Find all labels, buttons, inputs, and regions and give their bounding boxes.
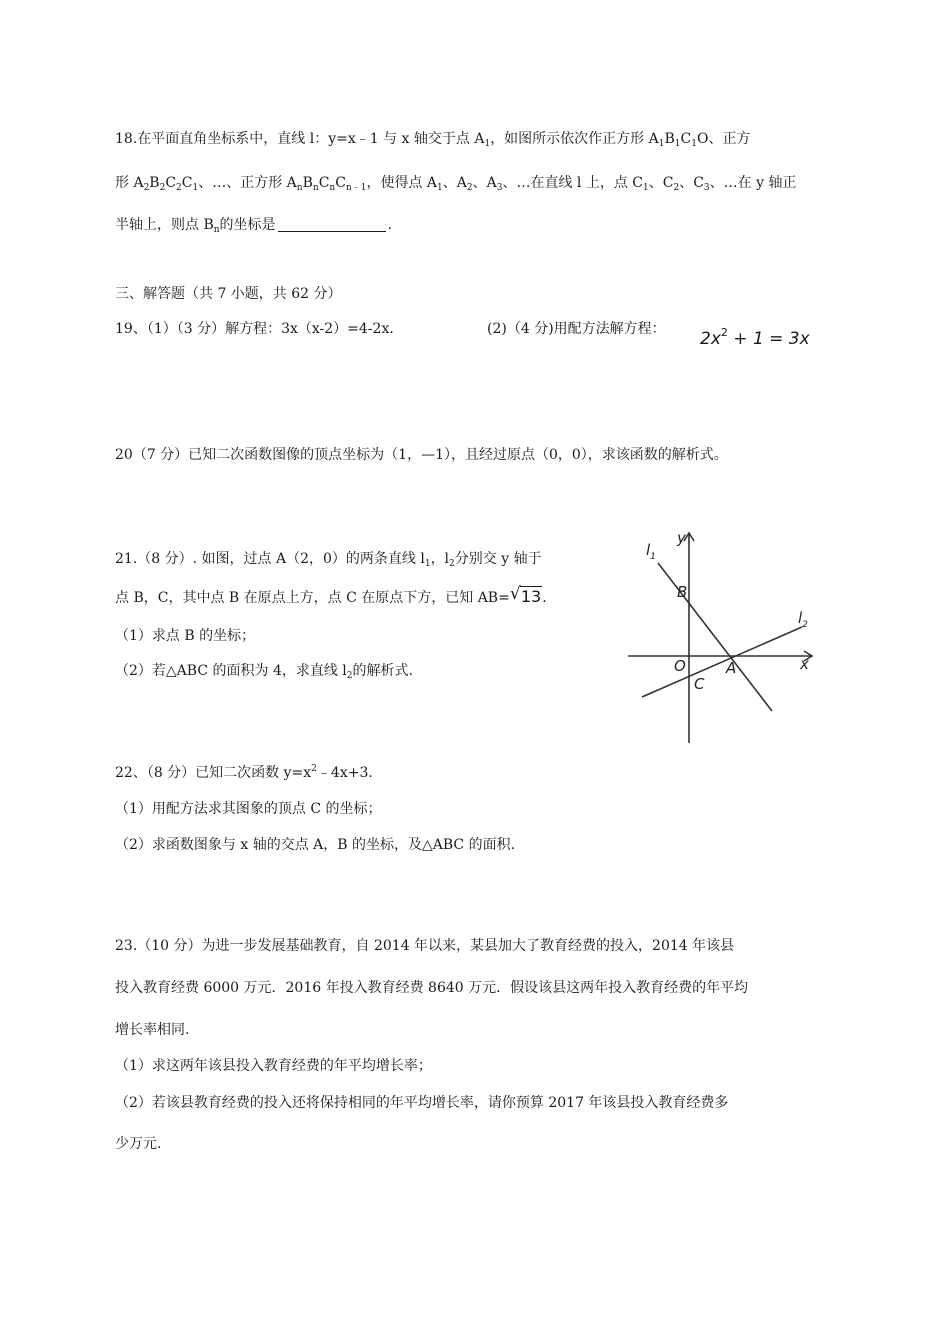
label-C: C <box>694 675 705 693</box>
label-x: x <box>800 655 809 673</box>
line-l2 <box>642 627 802 697</box>
answer-blank[interactable] <box>278 217 386 232</box>
q21-line2: 点 B，C，其中点 B 在原点上方，点 C 在原点下方，已知 AB= √ 13. <box>115 584 547 606</box>
q22-part2: （2）求函数图象与 x 轴的交点 A，B 的坐标，及△ABC 的面积. <box>115 837 516 853</box>
q23-part1: （1）求这两年该县投入教育经费的年平均增长率； <box>115 1058 432 1074</box>
section-heading: 三、解答题（共 7 小题，共 62 分） <box>115 286 342 302</box>
q19-part1: 19、（1）（3 分）解方程：3x（x-2）=4-2x. <box>115 321 394 337</box>
q20-text: 20（7 分）已知二次函数图像的顶点坐标为（1，—1），且经过原点（0，0），求该函数的解析式。 <box>115 447 728 463</box>
q23-part2: （2）若该县教育经费的投入还将保持相同的年平均增长率，请你预算 2017 年该县投入教育经费多 <box>115 1095 729 1111</box>
q18-line1: 18.在平面直角坐标系中，直线 l：y=x﹣1 与 x 轴交于点 $A_1$，如图所示依次作正方形 $A_1B_1C_1O$、正方 <box>115 131 751 149</box>
q21-part2: （2）若△ABC 的面积为 4，求直线 $l_2$的解析式. <box>115 663 413 681</box>
line-l1 <box>658 563 772 711</box>
label-B: B <box>677 583 688 601</box>
label-O: O <box>674 657 686 675</box>
q21-part1: （1）求点 B 的坐标； <box>115 628 256 644</box>
sqrt-expression: √ 13 <box>509 584 542 606</box>
label-l2: $l_2$ <box>798 609 808 630</box>
q23-part2-cont: 少万元. <box>115 1136 162 1152</box>
label-l1: $l_1$ <box>646 541 656 562</box>
q21-line1: 21.（8 分）. 如图，过点 A（2，0）的两条直线 $l_1$，$l_2$分别交 y 轴于 <box>115 551 542 569</box>
q22-line1: 22、（8 分）已知二次函数 $y=x^2﹣4x+3$. <box>115 764 373 781</box>
q19-part2: (2)（4 分)用配方法解方程： <box>487 321 666 337</box>
q22-part1: （1）用配方法求其图象的顶点 C 的坐标； <box>115 801 382 817</box>
q18-line3: 半轴上，则点 $B_n$的坐标是 . <box>115 217 392 235</box>
q19-equation: $2x^2 + 1 = 3x$ <box>700 326 810 349</box>
q23-line3: 增长率相同. <box>115 1022 190 1038</box>
q18-line2: 形 $A_2B_2C_2C_1$、…、正方形 $A_nB_nC_nC_{n﹣1}$，使得点 $A_1$、$A_2$、$A_3$、…在直线 l 上，点 $C_1$、$C_2$、$C_3$、…在 y 轴正 <box>115 175 797 193</box>
label-y: y <box>677 529 686 547</box>
label-A: A <box>726 659 737 677</box>
q23-line2: 投入教育经费 6000 万元．2016 年投入教育经费 8640 万元．假设该县这两年投入教育经费的年平均 <box>115 980 749 996</box>
q23-line1: 23.（10 分）为进一步发展基础教育，自 2014 年以来，某县加大了教育经费的投入，2014 年该县 <box>115 938 735 954</box>
q21-figure <box>622 525 818 747</box>
